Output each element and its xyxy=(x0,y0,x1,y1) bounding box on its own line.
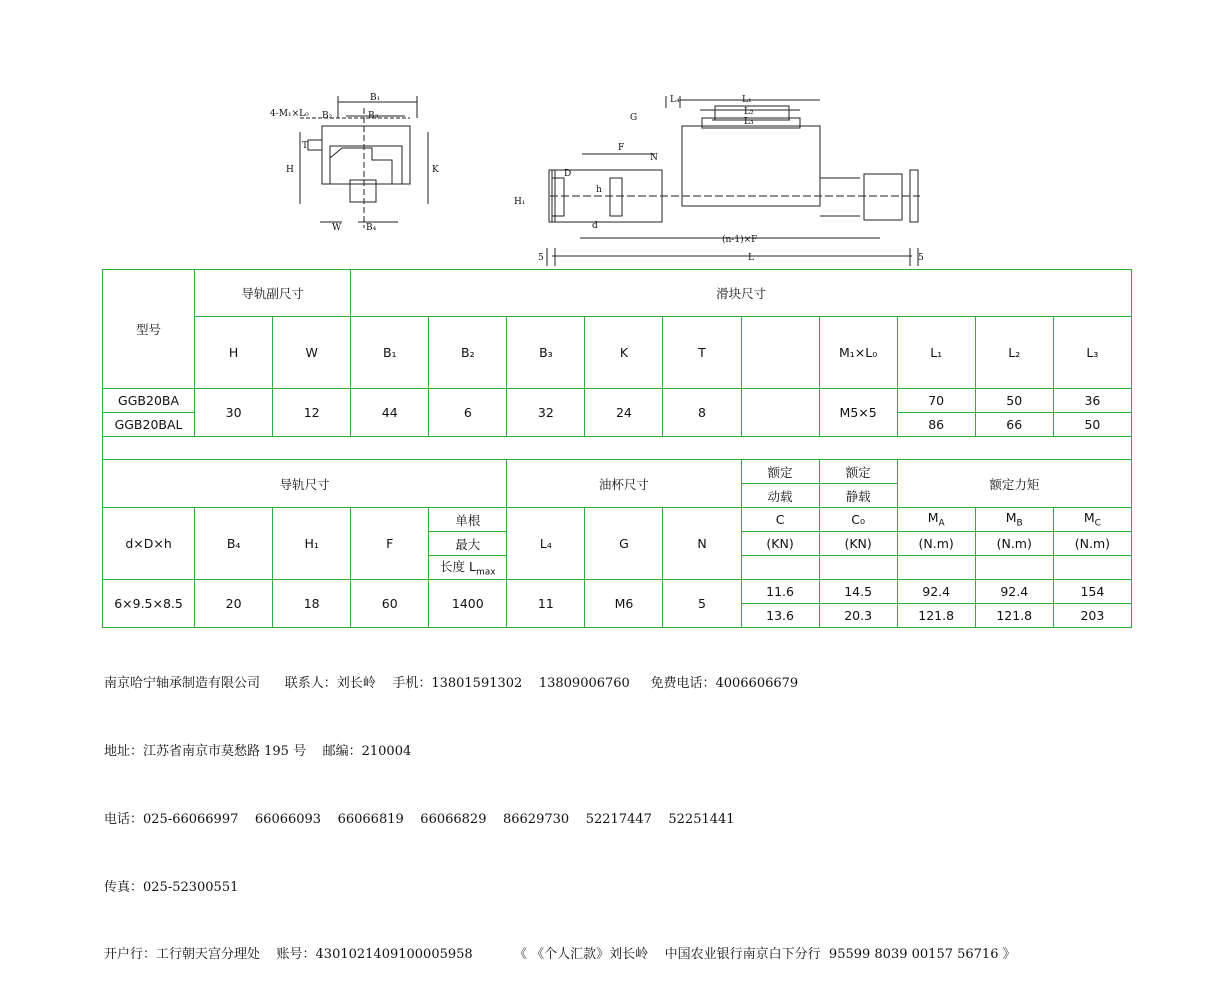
unit-mc: (N.m) xyxy=(1053,532,1131,556)
label-h: H xyxy=(286,165,294,175)
label-l: L xyxy=(748,253,754,263)
label-t: T xyxy=(302,141,309,151)
header-block: 滑块尺寸 xyxy=(351,270,1132,317)
unit-c0: (KN) xyxy=(819,532,897,556)
col-c0: C₀ xyxy=(819,508,897,532)
col-ma-sub: A xyxy=(938,518,945,529)
label-pitch: (n-1)×F xyxy=(722,235,758,245)
value-ma-1: 92.4 xyxy=(897,580,975,604)
col-b1: B₁ xyxy=(351,317,429,389)
value-c0-2: 20.3 xyxy=(819,604,897,628)
header-model: 型号 xyxy=(103,270,195,389)
label-end-right: 5 xyxy=(918,253,924,263)
header-rated-2b: 静载 xyxy=(819,484,897,508)
spec-table xyxy=(102,269,1132,628)
label-l1: L₁ xyxy=(742,95,752,105)
value-k: 24 xyxy=(585,389,663,437)
value-l2-bal: 66 xyxy=(975,413,1053,437)
col-mc-label: M xyxy=(1083,510,1095,526)
col-h1: H₁ xyxy=(273,508,351,580)
label-h1: H₁ xyxy=(514,197,526,207)
value-l3-bal: 50 xyxy=(1053,413,1131,437)
label-h-small: h xyxy=(596,185,602,195)
value-b3: 32 xyxy=(507,389,585,437)
unit-c: (KN) xyxy=(741,532,819,556)
value-l1-bal: 86 xyxy=(897,413,975,437)
label-l4: L₄ xyxy=(670,95,680,105)
value-lmax: 1400 xyxy=(429,580,507,628)
label-b3: B₃ xyxy=(368,111,379,121)
footer-phone-line: 电话：025-66066997 66066093 66066819 66066829 86629730 52217447 52251441 xyxy=(104,811,735,827)
unit-mb: (N.m) xyxy=(975,532,1053,556)
value-t: 8 xyxy=(663,389,741,437)
spacer-row xyxy=(103,437,1132,460)
label-l3: L₃ xyxy=(744,117,754,127)
header-moment: 额定力矩 xyxy=(897,460,1131,508)
col-t: T xyxy=(663,317,741,389)
value-f: 60 xyxy=(351,580,429,628)
value-g: M6 xyxy=(585,580,663,628)
header-rail-pair: 导轨副尺寸 xyxy=(195,270,351,317)
guide-rail-drawing xyxy=(260,88,960,266)
col-lmax-b: 最大 xyxy=(429,532,507,556)
value-b4: 20 xyxy=(195,580,273,628)
model-ggb20ba: GGB20BA xyxy=(103,389,195,413)
header-oil-cup: 油杯尺寸 xyxy=(507,460,741,508)
col-b3: B₃ xyxy=(507,317,585,389)
col-l1: L₁ xyxy=(897,317,975,389)
label-d-big: D xyxy=(564,169,572,179)
value-c-1: 11.6 xyxy=(741,580,819,604)
value-blank xyxy=(741,389,819,437)
col-c: C xyxy=(741,508,819,532)
header-rated-1a: 额定 xyxy=(741,460,819,484)
label-g: G xyxy=(630,113,638,123)
col-w: W xyxy=(273,317,351,389)
model-ggb20bal: GGB20BAL xyxy=(103,413,195,437)
col-lmax-c-label: 长度 L xyxy=(440,559,476,575)
col-b2: B₂ xyxy=(429,317,507,389)
label-l2: L₂ xyxy=(744,107,754,117)
technical-drawing xyxy=(260,88,960,266)
col-lmax-c xyxy=(429,556,507,580)
label-b2: B₂ xyxy=(322,111,333,121)
col-mb-label: M xyxy=(1005,510,1017,526)
footer-address-line: 地址：江苏省南京市莫愁路 195 号 邮编：210004 xyxy=(104,743,412,759)
value-m1l0: M5×5 xyxy=(819,389,897,437)
value-l3-ba: 36 xyxy=(1053,389,1131,413)
label-d-small: d xyxy=(592,221,598,231)
footer-bank-line: 开户行：工行朝天宫分理处 账号：4301021409100005958 《 《个人汇款》刘长岭 中国农业银行南京白下分行 95599 8039 00157 56716 》 xyxy=(104,947,1016,963)
col-f: F xyxy=(351,508,429,580)
contact-footer xyxy=(104,628,1016,990)
label-end-left: 5 xyxy=(538,253,544,263)
col-l4: L₄ xyxy=(507,508,585,580)
unit-ma: (N.m) xyxy=(897,532,975,556)
value-l1-ba: 70 xyxy=(897,389,975,413)
value-mb-1: 92.4 xyxy=(975,580,1053,604)
header-rated-1b: 动载 xyxy=(741,484,819,508)
col-ma xyxy=(897,508,975,532)
col-ma-label: M xyxy=(927,510,939,526)
col-mc xyxy=(1053,508,1131,532)
footer-company-line: 南京哈宁轴承制造有限公司 联系人：刘长岭 手机：13801591302 13809006760 免费电话：4006606679 xyxy=(104,676,799,692)
col-blank xyxy=(741,317,819,389)
col-l3: L₃ xyxy=(1053,317,1131,389)
block-body xyxy=(682,126,820,206)
header-rail: 导轨尺寸 xyxy=(103,460,507,508)
value-w: 12 xyxy=(273,389,351,437)
value-n: 5 xyxy=(663,580,741,628)
value-h: 30 xyxy=(195,389,273,437)
value-ma-2: 121.8 xyxy=(897,604,975,628)
value-c0-1: 14.5 xyxy=(819,580,897,604)
label-w: W xyxy=(332,223,342,233)
col-b4: B₄ xyxy=(195,508,273,580)
col-lmax-sub: max xyxy=(475,567,496,578)
col-lmax-a: 单根 xyxy=(429,508,507,532)
value-ddh: 6×9.5×8.5 xyxy=(103,580,195,628)
col-mb-sub: B xyxy=(1016,518,1023,529)
footer-fax-line: 传真：025-52300551 xyxy=(104,879,239,895)
header-rated-2a: 额定 xyxy=(819,460,897,484)
col-h: H xyxy=(195,317,273,389)
label-n: N xyxy=(650,153,658,163)
col-n: N xyxy=(663,508,741,580)
value-h1: 18 xyxy=(273,580,351,628)
value-b2: 6 xyxy=(429,389,507,437)
value-mc-2: 203 xyxy=(1053,604,1131,628)
value-l2-ba: 50 xyxy=(975,389,1053,413)
col-k: K xyxy=(585,317,663,389)
col-l2: L₂ xyxy=(975,317,1053,389)
label-bolt: 4-M₁×L₀ xyxy=(270,109,309,119)
col-mb xyxy=(975,508,1053,532)
col-ddh: d×D×h xyxy=(103,508,195,580)
value-b1: 44 xyxy=(351,389,429,437)
label-b4: B₄ xyxy=(366,223,377,233)
col-m1l0: M₁×L₀ xyxy=(819,317,897,389)
label-b1: B₁ xyxy=(370,93,381,103)
label-k: K xyxy=(432,165,439,175)
value-l4: 11 xyxy=(507,580,585,628)
value-c-2: 13.6 xyxy=(741,604,819,628)
value-mb-2: 121.8 xyxy=(975,604,1053,628)
col-g: G xyxy=(585,508,663,580)
value-mc-1: 154 xyxy=(1053,580,1131,604)
col-mc-sub: C xyxy=(1094,518,1101,529)
label-f: F xyxy=(618,143,625,153)
